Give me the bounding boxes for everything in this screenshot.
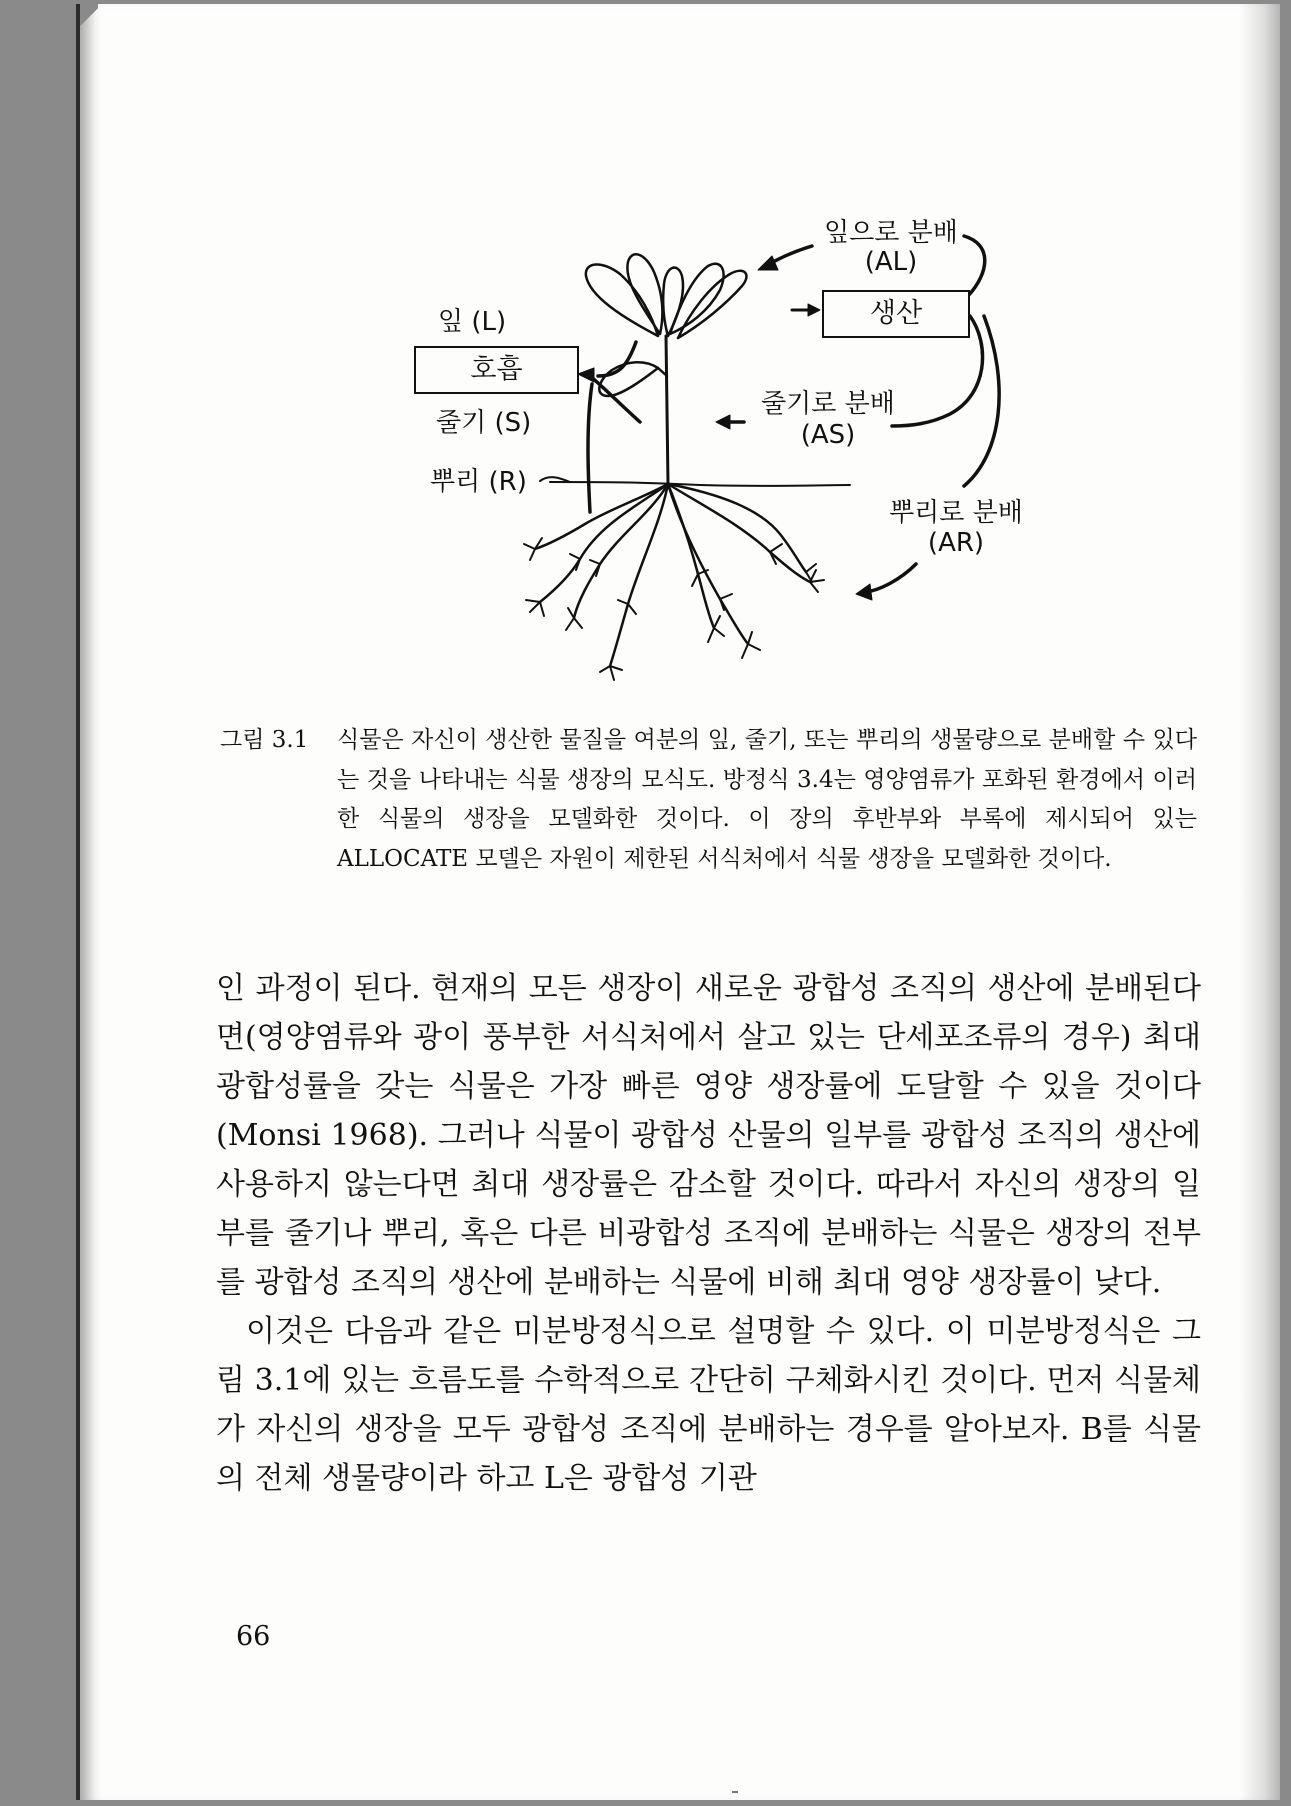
soil-line — [550, 482, 850, 486]
box-respiration: 호흡 — [414, 346, 579, 394]
box-production: 생산 — [822, 290, 970, 338]
leaf-shape — [670, 264, 724, 334]
arrow-to-respiration — [598, 342, 636, 376]
arrow-to-respiration — [590, 376, 640, 422]
arrow-alloc-leaf-head — [758, 256, 778, 270]
root-line — [610, 484, 668, 666]
book-page — [76, 4, 1280, 1800]
arrow-to-respiration-head — [578, 368, 594, 382]
body-paragraph: 이것은 다음과 같은 미분방정식으로 설명할 수 있다. 이 미분방정식은 그림 3.1에 있는 흐름도를 수학적으로 간단히 구체화시킨 것이다. 먼저 식물체가 자신의 생장을 모두 광합성 조직에 분배하는 경우를 알아보자. B를 식물의 전체 생물량이라 하고 L은 광합성 기관 — [216, 1314, 1201, 1496]
arrow-alloc-root-head — [856, 584, 872, 600]
root-line — [742, 632, 760, 658]
plant-diagram-svg — [80, 4, 1280, 704]
figure-plant-growth-diagram — [80, 4, 1280, 704]
label-root: 뿌리 (R) — [430, 467, 527, 497]
label-alloc-stem-line2: (AS) — [800, 420, 856, 450]
label-alloc-root-line2: (AR) — [927, 528, 985, 558]
leaf-shape — [663, 268, 683, 336]
arrow-to-respiration — [588, 384, 592, 512]
root-line — [535, 484, 668, 549]
arrow-alloc-root — [866, 564, 916, 592]
caption-label: 그림 3.1 — [220, 727, 309, 753]
body-paragraph: 인 과정이 된다. 현재의 모든 생장이 새로운 광합성 조직의 생산에 분배된다면(영양염류와 광이 풍부한 서식처에서 살고 있는 단세포조류의 경우) 최대 광합성률을 갖는 식물은 가장 빠른 영양 생장률에 도달할 수 있을 것이다(Monsi 1968). 그러나 식물이 광합성 산물의 일부를 광합성 조직의 생산에 사용하지 않는다면 최대 생장률은 감소할 것이다. 따라서 자신의 생장의 일부를 줄기나 뿌리, 혹은 다른 비광합성 조직에 분배하는 식물은 생장의 전부를 광합성 조직의 생산에 분배하는 식물에 비해 최대 영양 생장률이 낮다. — [216, 971, 1201, 1300]
scan-speck — [732, 1791, 738, 1793]
root-line — [668, 484, 810, 582]
leaf-shape — [586, 264, 658, 336]
root-line — [524, 538, 542, 560]
label-alloc-leaf-line1: 잎으로 분배 — [824, 218, 958, 248]
page-number: 66 — [236, 1621, 271, 1652]
label-leaf: 잎 (L) — [438, 307, 507, 337]
arrow-alloc-leaf — [964, 236, 985, 296]
arrow-alloc-stem-head — [716, 415, 730, 429]
stem-line — [666, 336, 668, 484]
arrow-leaves-to-production-head — [808, 304, 820, 316]
leaf-shape — [678, 271, 746, 338]
caption-text: 식물은 자신이 생산한 물질을 여분의 잎, 줄기, 또는 뿌리의 생물량으로 분배할 수 있다는 것을 나타내는 식물 생장의 모식도. 방정식 3.4는 영양염류가 포화된 환경에서 이러한 식물의 생장을 모델화한 것이다. 이 장의 후반부와 부록에 제시되어 있는 ALLOCATE 모델은 자원이 제한된 서식처에서 식물 생장을 모델화한 것이다. — [337, 727, 1197, 872]
body-text — [216, 964, 1201, 1503]
label-alloc-leaf-line2: (AL) — [864, 247, 918, 277]
label-alloc-root-line1: 뿌리로 분배 — [889, 498, 1023, 528]
root-line — [566, 608, 582, 630]
label-alloc-stem-line1: 줄기로 분배 — [761, 389, 895, 419]
label-stem: 줄기 (S) — [436, 408, 532, 438]
root-line — [600, 666, 622, 680]
